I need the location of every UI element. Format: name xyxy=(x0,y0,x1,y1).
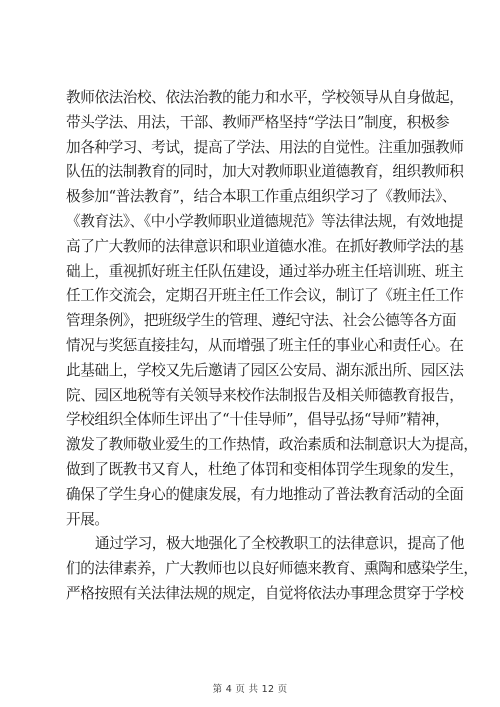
text-line: 础上，重视抓好班主任队伍建设，通过举办班主任培训班、班主 xyxy=(66,262,464,280)
text-line: 高了广大教师的法律意识和职业道德水准。在抓好教师学法的基 xyxy=(66,237,464,255)
text-line: 管理条例》，把班级学生的管理、遵纪守法、社会公德等各方面 xyxy=(66,312,457,330)
text-line: 队伍的法制教育的同时，加大对教师职业道德教育，组织教师积 xyxy=(66,163,464,181)
text-line: 带头学法、用法，干部、教师严格坚持“学法日”制度，积极参 xyxy=(66,113,450,131)
text-line: 加各种学习、考试，提高了学法、用法的自觉性。注重加强教师 xyxy=(66,138,464,156)
paragraph-1 xyxy=(66,86,478,532)
text-line: 激发了教师敬业爱生的工作热情，政治素质和法制意识大为提高， xyxy=(66,436,478,454)
text-line: 通过学习，极大地强化了全校教职工的法律意识，提高了他 xyxy=(95,535,465,553)
text-line: 任工作交流会，定期召开班主任工作会议，制订了《班主任工作 xyxy=(66,287,464,305)
text-line: 开展。 xyxy=(66,510,109,528)
text-line: 教师依法治校、依法治教的能力和水平，学校领导从自身做起， xyxy=(66,89,464,106)
text-line: 《教育法》、《中小学教师职业道德规范》等法律法规，有效地提 xyxy=(66,212,464,230)
text-line: 做到了既教书又育人，杜绝了体罚和变相体罚学生现象的发生， xyxy=(66,460,464,478)
text-line: 情况与奖惩直接挂勾，从而增强了班主任的事业心和责任心。在 xyxy=(66,336,464,354)
text-line: 学校组织全体师生评出了“十佳导师”，倡导弘扬“导师”精神， xyxy=(66,411,450,429)
text-line: 们的法律素养，广大教师也以良好师德来教育、熏陶和感染学生， xyxy=(66,560,478,578)
text-line: 极参加“普法教育”，结合本职工作重点组织学习了《教师法》、 xyxy=(66,188,457,206)
text-line: 院、园区地税等有关领导来校作法制报告及相关师德教育报告， xyxy=(66,386,464,404)
page-number-footer: 第 4 页 共 12 页 xyxy=(212,684,288,695)
text-line: 此基础上，学校又先后邀请了园区公安局、湖东派出所、园区法 xyxy=(66,361,464,379)
paragraph-2 xyxy=(66,532,478,606)
text-line: 严格按照有关法律法规的规定，自觉将依法办事理念贯穿于学校 xyxy=(66,584,464,602)
text-line: 确保了学生身心的健康发展，有力地推动了普法教育活动的全面 xyxy=(66,485,464,503)
document-body xyxy=(66,86,478,607)
